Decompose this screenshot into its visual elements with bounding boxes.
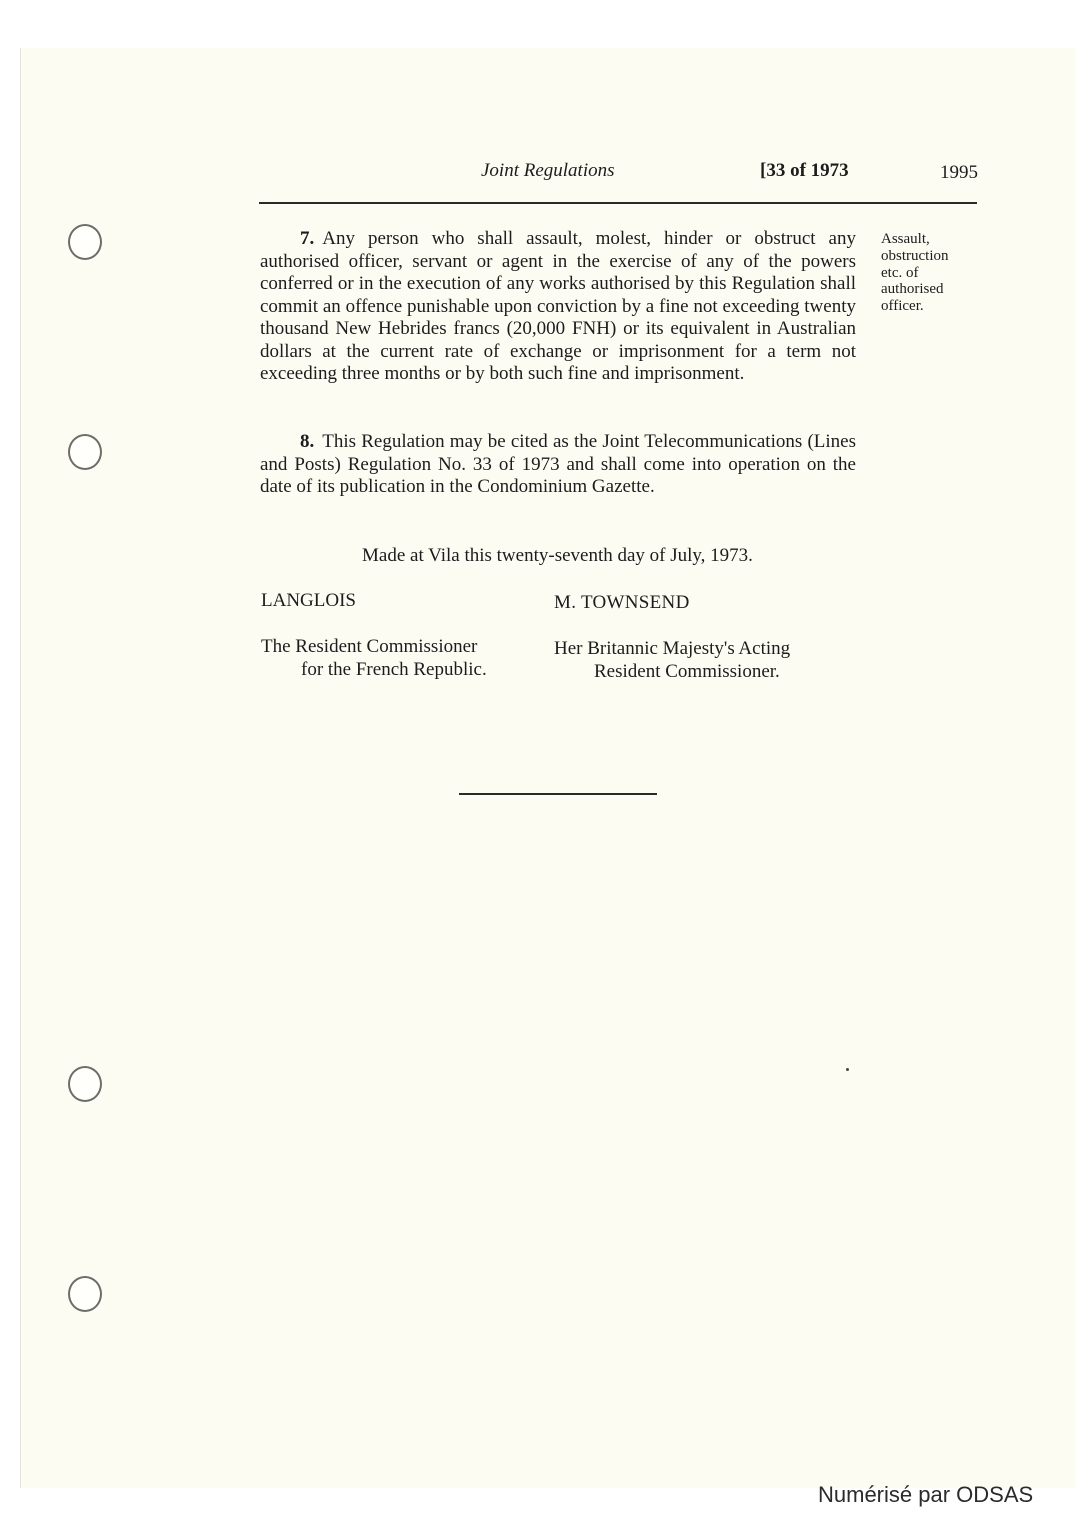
punch-hole-4 [68,1276,102,1312]
section-7-number: 7. [300,228,315,249]
signatory-title-right-line2: Resident Commissioner. [594,661,780,682]
signatory-title-left-line1: The Resident Commissioner [261,636,478,657]
section-8-text: This Regulation may be cited as the Joint Telecommunications (Lines and Posts) Regulation No. 33 of 1973 and shall come into operation on the date of its publication in the Condominium Gazette. [260,431,856,497]
signatory-name-left: LANGLOIS [261,590,356,611]
end-rule [459,793,657,795]
section-8 [260,431,856,499]
punch-hole-1 [68,224,102,260]
scan-speck [846,1068,849,1071]
margin-note: Assault, obstruction etc. of authorised officer. [881,231,949,315]
page-number: 1995 [940,162,978,183]
made-at-line: Made at Vila this twenty-seventh day of July, 1973. [362,545,753,566]
punch-hole-2 [68,434,102,470]
section-7-text: Any person who shall assault, molest, hinder or obstruct any authorised officer, servant or agent in the exercise of any of the powers conferred or in the execution of any works authorised by this Regulation shall commit an offence punishable upon conviction by a fine not exceeding twenty thousand New Hebrides francs (20,000 FNH) or its equivalent in Australian dollars at the current rate of exchange or imprisonment for a term not exceeding three months or by both such fine and imprisonment. [260,228,856,384]
signatory-title-right-line1: Her Britannic Majesty's Acting [554,638,791,659]
signatory-name-right: M. TOWNSEND [554,592,690,613]
running-title: Joint Regulations [481,160,615,181]
signatory-title-right [554,637,790,683]
header-rule [259,202,977,204]
punch-hole-3 [68,1066,102,1102]
section-8-number: 8. [300,431,315,452]
footer-credit: Numérisé par ODSAS [818,1482,1034,1507]
signatory-title-left [261,635,487,681]
section-7 [260,228,856,386]
regulation-number: [33 of 1973 [760,160,849,181]
signatory-title-left-line2: for the French Republic. [301,659,487,680]
